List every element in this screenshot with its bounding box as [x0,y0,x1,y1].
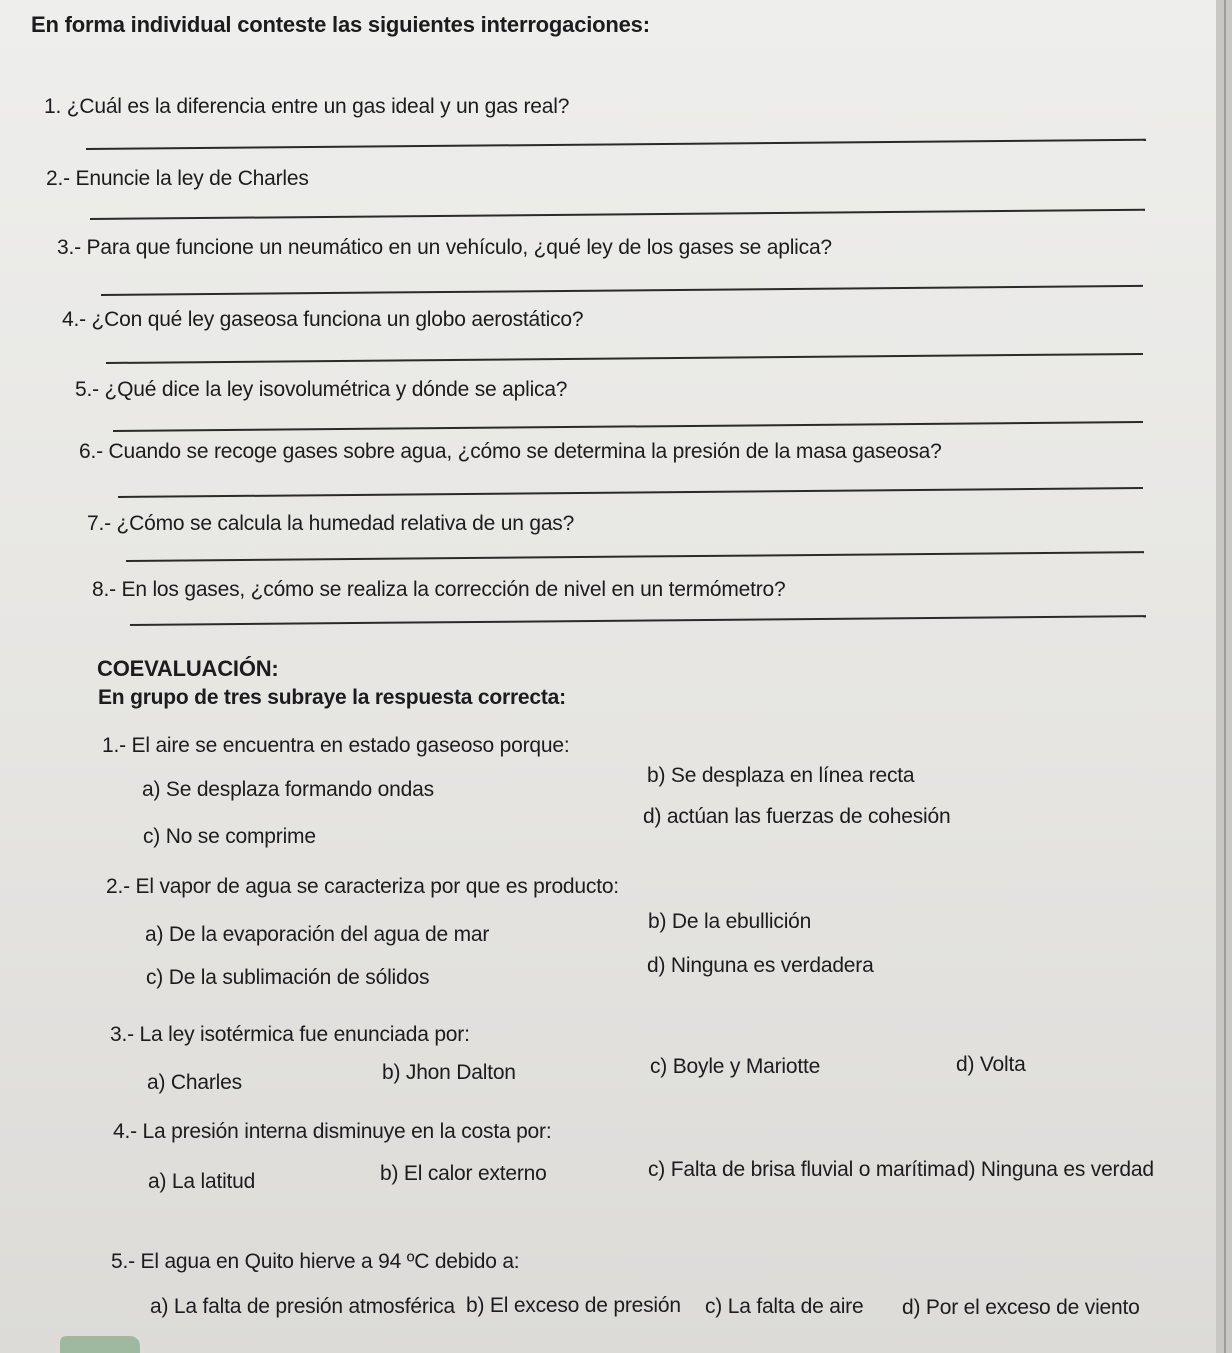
open-question-7: 7.- ¿Cómo se calcula la humedad relativa de un gas? [87,512,575,535]
mc-option-3c[interactable]: c) Boyle y Mariotte [650,1055,821,1078]
mc-option-4b[interactable]: b) El calor externo [380,1162,547,1185]
coevaluacion-title: COEVALUACIÓN: [97,656,279,681]
mc-question-3: 3.- La ley isotérmica fue enunciada por: [110,1023,470,1046]
open-question-5: 5.- ¿Qué dice la ley isovolumétrica y dónde se aplica? [75,378,568,401]
mc-option-1a[interactable]: a) Se desplaza formando ondas [142,778,434,801]
mc-option-1b[interactable]: b) Se desplaza en línea recta [647,764,915,787]
green-object-corner [60,1336,140,1353]
mc-option-4c[interactable]: c) Falta de brisa fluvial o marítima [648,1158,956,1181]
mc-option-2b[interactable]: b) De la ebullición [648,910,812,933]
coevaluacion-instruction: En grupo de tres subraye la respuesta correcta: [98,686,566,709]
mc-option-2c[interactable]: c) De la sublimación de sólidos [146,966,430,989]
mc-question-1: 1.- El aire se encuentra en estado gaseoso porque: [102,734,570,757]
page-edge-line [1224,0,1226,1353]
mc-option-2d[interactable]: d) Ninguna es verdadera [647,954,874,977]
mc-option-1c[interactable]: c) No se comprime [143,825,316,848]
mc-option-5a[interactable]: a) La falta de presión atmosférica [150,1295,455,1318]
mc-option-2a[interactable]: a) De la evaporación del agua de mar [145,923,490,946]
open-question-8: 8.- En los gases, ¿cómo se realiza la corrección de nivel en un termómetro? [92,578,786,601]
mc-option-4a[interactable]: a) La latitud [148,1170,256,1193]
mc-question-4: 4.- La presión interna disminuye en la costa por: [113,1120,552,1143]
mc-option-5b[interactable]: b) El exceso de presión [466,1294,681,1317]
mc-question-5: 5.- El agua en Quito hierve a 94 ºC debido a: [111,1250,520,1273]
open-question-6: 6.- Cuando se recoge gases sobre agua, ¿cómo se determina la presión de la masa gaseosa? [79,440,942,463]
open-question-4: 4.- ¿Con qué ley gaseosa funciona un globo aerostático? [62,308,584,331]
mc-option-5d[interactable]: d) Por el exceso de viento [902,1296,1140,1319]
open-question-2: 2.- Enuncie la ley de Charles [46,167,309,190]
worksheet-instruction: En forma individual conteste las siguientes interrogaciones: [31,12,650,37]
mc-option-3d[interactable]: d) Volta [956,1053,1026,1076]
mc-option-4d[interactable]: d) Ninguna es verdad [957,1158,1154,1181]
mc-option-1d[interactable]: d) actúan las fuerzas de cohesión [643,805,951,828]
mc-option-3b[interactable]: b) Jhon Dalton [382,1061,516,1084]
open-question-1: 1. ¿Cuál es la diferencia entre un gas ideal y un gas real? [44,95,570,118]
mc-option-5c[interactable]: c) La falta de aire [705,1295,864,1318]
mc-question-2: 2.- El vapor de agua se caracteriza por que es producto: [106,875,619,898]
open-question-3: 3.- Para que funcione un neumático en un vehículo, ¿qué ley de los gases se aplica? [57,236,832,259]
mc-option-3a[interactable]: a) Charles [147,1071,242,1094]
